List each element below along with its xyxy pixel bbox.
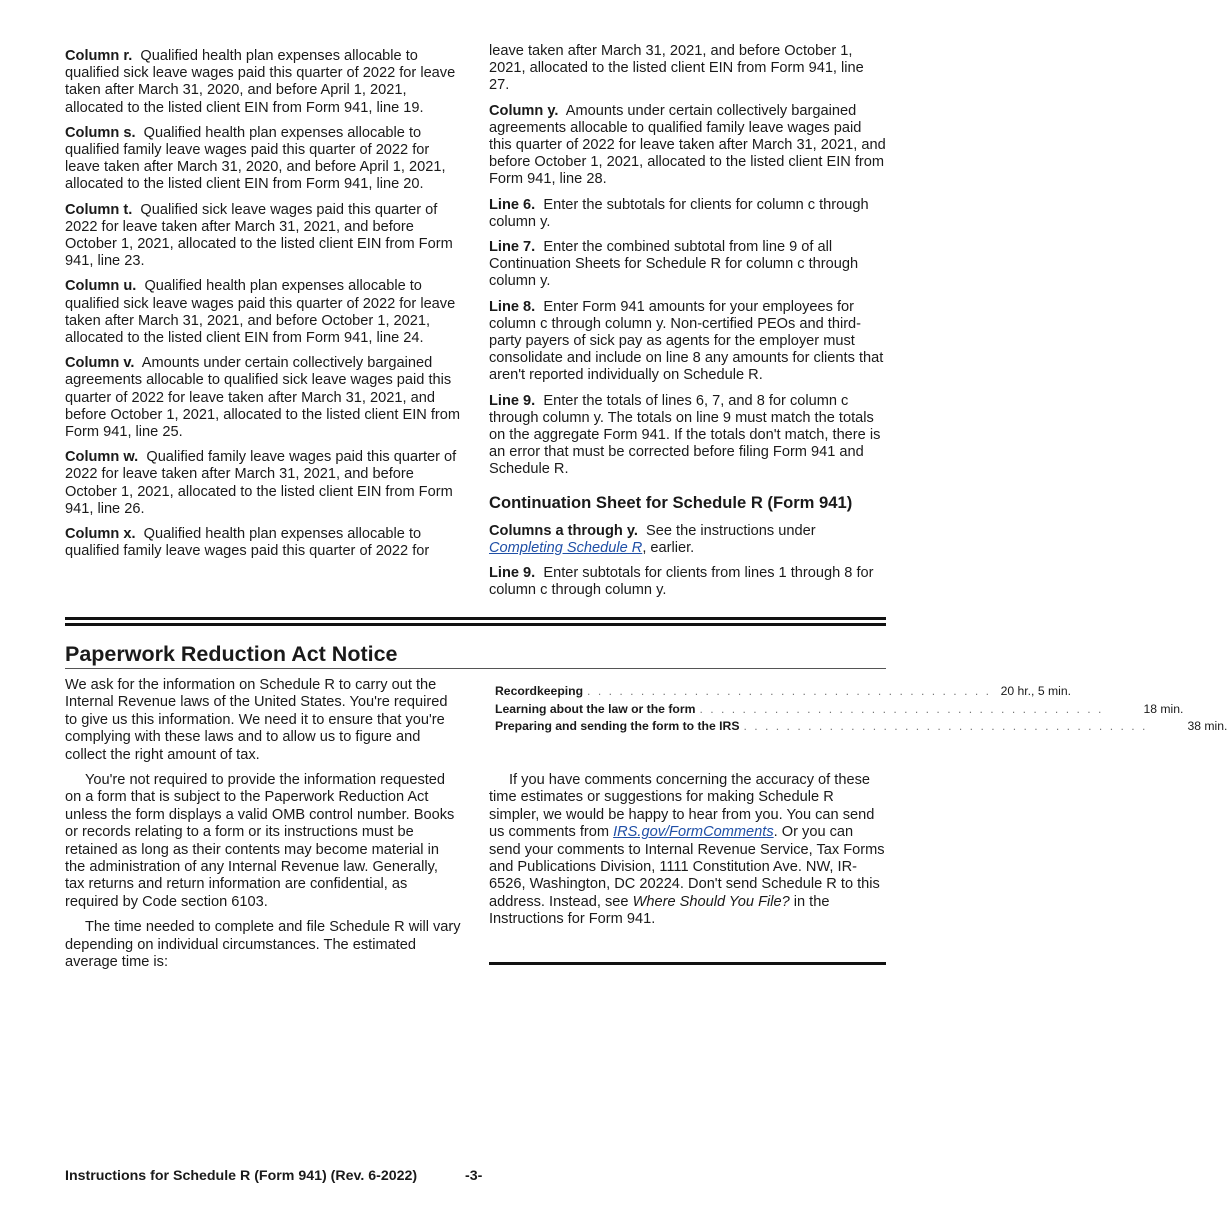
- column-w-entry: [65, 449, 461, 518]
- where-should-you-file-reference: Where Should You File?: [632, 893, 790, 910]
- line-8-entry: [489, 299, 886, 385]
- time-row-preparing: [495, 718, 1227, 736]
- pra-paragraph-3: The time needed to complete and file Schedule R will vary depending on individual circumstances. The estimated average time is:: [65, 919, 461, 971]
- paperwork-reduction-act-title: Paperwork Reduction Act Notice: [65, 642, 398, 666]
- column-x-continuation: leave taken after March 31, 2021, and before October 1, 2021, allocated to the listed client EIN from Form 941, line 27.: [489, 43, 864, 94]
- time-row-label: Learning about the law or the form: [495, 701, 696, 716]
- entry-label: Line 9.: [489, 565, 536, 582]
- time-row-value: 18 min.: [1143, 701, 1184, 716]
- entry-text: Qualified health plan expenses allocable to qualified sick leave wages paid this quarter of 2022 for leave taken after March 31, 2020, and before April 1, 2021, allocated to the listed client EIN from Form 941, line 19.: [65, 48, 456, 116]
- entry-label: Columns a through y.: [489, 522, 638, 539]
- footer-document-title: Instructions for Schedule R (Form 941) (Rev. 6-2022): [65, 1168, 418, 1184]
- entry-label: Column u.: [65, 278, 137, 295]
- continuation-sheet-heading: Continuation Sheet for Schedule R (Form 941): [489, 492, 853, 512]
- column-r-entry: [65, 48, 461, 117]
- entry-text: Enter the combined subtotal from line 9 of all Continuation Sheets for Schedule R for column c through column y.: [489, 239, 859, 290]
- comments-text: in the Instructions for Form 941.: [489, 893, 830, 928]
- line-9-entry: [489, 393, 886, 479]
- pra-right-column: [489, 772, 886, 929]
- entry-label: Line 8.: [489, 298, 536, 315]
- entry-text: Enter the totals of lines 6, 7, and 8 for column c through column y. The totals on line 9 must match the totals on the aggregate Form 941. If the totals don't match, there is an error that must be corrected before filing Form 941 and Schedule R.: [489, 392, 881, 478]
- entry-text: Qualified health plan expenses allocable to qualified family leave wages paid this quarter of 2022 for: [65, 526, 430, 560]
- completing-schedule-r-link[interactable]: Completing Schedule R: [489, 539, 643, 556]
- entry-text: Amounts under certain collectively bargained agreements allocable to qualified sick leave wages paid this quarter of 2022 for leave taken after March 31, 2021, and before October 1, 2021, allocated to the listed client EIN from Form 941, line 25.: [65, 355, 461, 441]
- time-row-label: Recordkeeping: [495, 684, 584, 698]
- comments-text: . Or you can send your comments to Internal Revenue Service, Tax Forms and Publications Division, 1111 Constitution Ave. NW, IR-6526, Washington, DC 20224. Don't send Schedule R to this address. Instead, see: [489, 824, 885, 910]
- section-divider-thin: [65, 668, 886, 669]
- entry-label: Column s.: [65, 124, 136, 141]
- dot-leader: . . . . . . . . . . . . . . . . . . . . . . . . . . . . . . . . . . . . . .: [587, 684, 992, 698]
- dot-leader: . . . . . . . . . . . . . . . . . . . . . . . . . . . . . . . . . . . . . .: [699, 701, 1104, 716]
- entry-label: Column r.: [65, 48, 133, 64]
- line-7-entry: [489, 239, 886, 291]
- entry-text: Qualified health plan expenses allocable to qualified family leave wages paid this quarter of 2022 for leave taken after March 31, 2020, and before April 1, 2021, allocated to the listed client EIN from Form 941, line 20.: [65, 124, 446, 193]
- left-column: [65, 48, 461, 568]
- time-estimate-table: [495, 683, 1227, 736]
- page-number: -3-: [465, 1168, 483, 1184]
- irs-form-comments-link[interactable]: IRS.gov/FormComments: [613, 824, 774, 841]
- dot-leader: . . . . . . . . . . . . . . . . . . . . . . . . . . . . . . . . . . . . . .: [743, 719, 1148, 733]
- entry-text: Enter Form 941 amounts for your employees for column c through column y. Non-certified PEOs and third-party payers of sick pay as agents for the employer must consolidate and include on line 8 any amounts for clients that aren't reported individually on Schedule R.: [489, 298, 884, 384]
- column-v-entry: [65, 355, 461, 441]
- right-column: [489, 43, 886, 607]
- entry-label: Line 7.: [489, 239, 536, 256]
- entry-text-suffix: , earlier.: [642, 539, 695, 556]
- line-6-entry: [489, 197, 886, 231]
- entry-text: Amounts under certain collectively bargained agreements allocable to qualified family leave wages paid this quarter of 2022 for leave taken after March 31, 2021, and before October 1, 2021, allocated to the listed client EIN from Form 941, line 28.: [489, 102, 886, 188]
- column-x-entry: [65, 526, 461, 560]
- columns-a-through-y-entry: [489, 523, 886, 557]
- pra-paragraph-2: You're not required to provide the information requested on a form that is subject to the Paperwork Reduction Act unless the form displays a valid OMB control number. Books or records relating to a form or its instructions must be retained as long as their contents may become material in the administration of any Internal Revenue law. Generally, tax returns and return information are confidential, as required by Code section 6103.: [65, 772, 455, 910]
- entry-text: Enter the subtotals for clients for column c through column y.: [489, 196, 869, 230]
- pra-left-column: [65, 677, 461, 980]
- column-t-entry: [65, 202, 461, 271]
- column-y-entry: [489, 103, 886, 189]
- time-row-value: 20 hr., 5 min.: [1000, 684, 1072, 698]
- entry-text: Qualified health plan expenses allocable to qualified sick leave wages paid this quarter of 2022 for leave taken after March 31, 2021, and before October 1, 2021, allocated to the listed client EIN from Form 941, line 24.: [65, 278, 456, 347]
- entry-label: Line 6.: [489, 196, 536, 213]
- entry-label: Column x.: [65, 526, 136, 543]
- entry-label: Column w.: [65, 449, 139, 466]
- closing-divider: [489, 962, 886, 965]
- entry-text: Enter subtotals for clients from lines 1 through 8 for column c through column y.: [489, 565, 874, 599]
- time-row-recordkeeping: [495, 683, 1072, 701]
- column-u-entry: [65, 278, 461, 347]
- comments-paragraph: [489, 772, 886, 929]
- entry-label: Column v.: [65, 355, 135, 372]
- entry-text: See the instructions under: [646, 522, 816, 539]
- column-s-entry: [65, 125, 461, 194]
- comments-text: If you have comments concerning the accuracy of these time estimates or suggestions for making Schedule R simpler, we would be happy to hear from you. You can send us comments from: [489, 772, 875, 841]
- section-divider-thick: [65, 617, 886, 620]
- pra-paragraph-1: We ask for the information on Schedule R to carry out the Internal Revenue laws of the United States. You're required to give us this information. We need it to ensure that you're complying with these laws and to allow us to figure and collect the right amount of tax.: [65, 677, 448, 763]
- entry-text: Qualified sick leave wages paid this quarter of 2022 for leave taken after March 31, 2021, and before October 1, 2021, allocated to the listed client EIN from Form 941, line 23.: [65, 201, 453, 270]
- section-divider-thick: [65, 623, 886, 626]
- entry-label: Column t.: [65, 201, 133, 218]
- continuation-line-9-entry: [489, 565, 886, 599]
- time-row-label: Preparing and sending the form to the IRS: [495, 719, 740, 733]
- entry-label: Line 9.: [489, 392, 536, 409]
- entry-label: Column y.: [489, 102, 559, 119]
- time-row-value: 38 min.: [1187, 719, 1227, 733]
- time-row-learning: [495, 701, 1184, 719]
- entry-text: Qualified family leave wages paid this quarter of 2022 for leave taken after March 31, 2021, and before October 1, 2021, allocated to the listed client EIN from Form 941, line 26.: [65, 449, 457, 517]
